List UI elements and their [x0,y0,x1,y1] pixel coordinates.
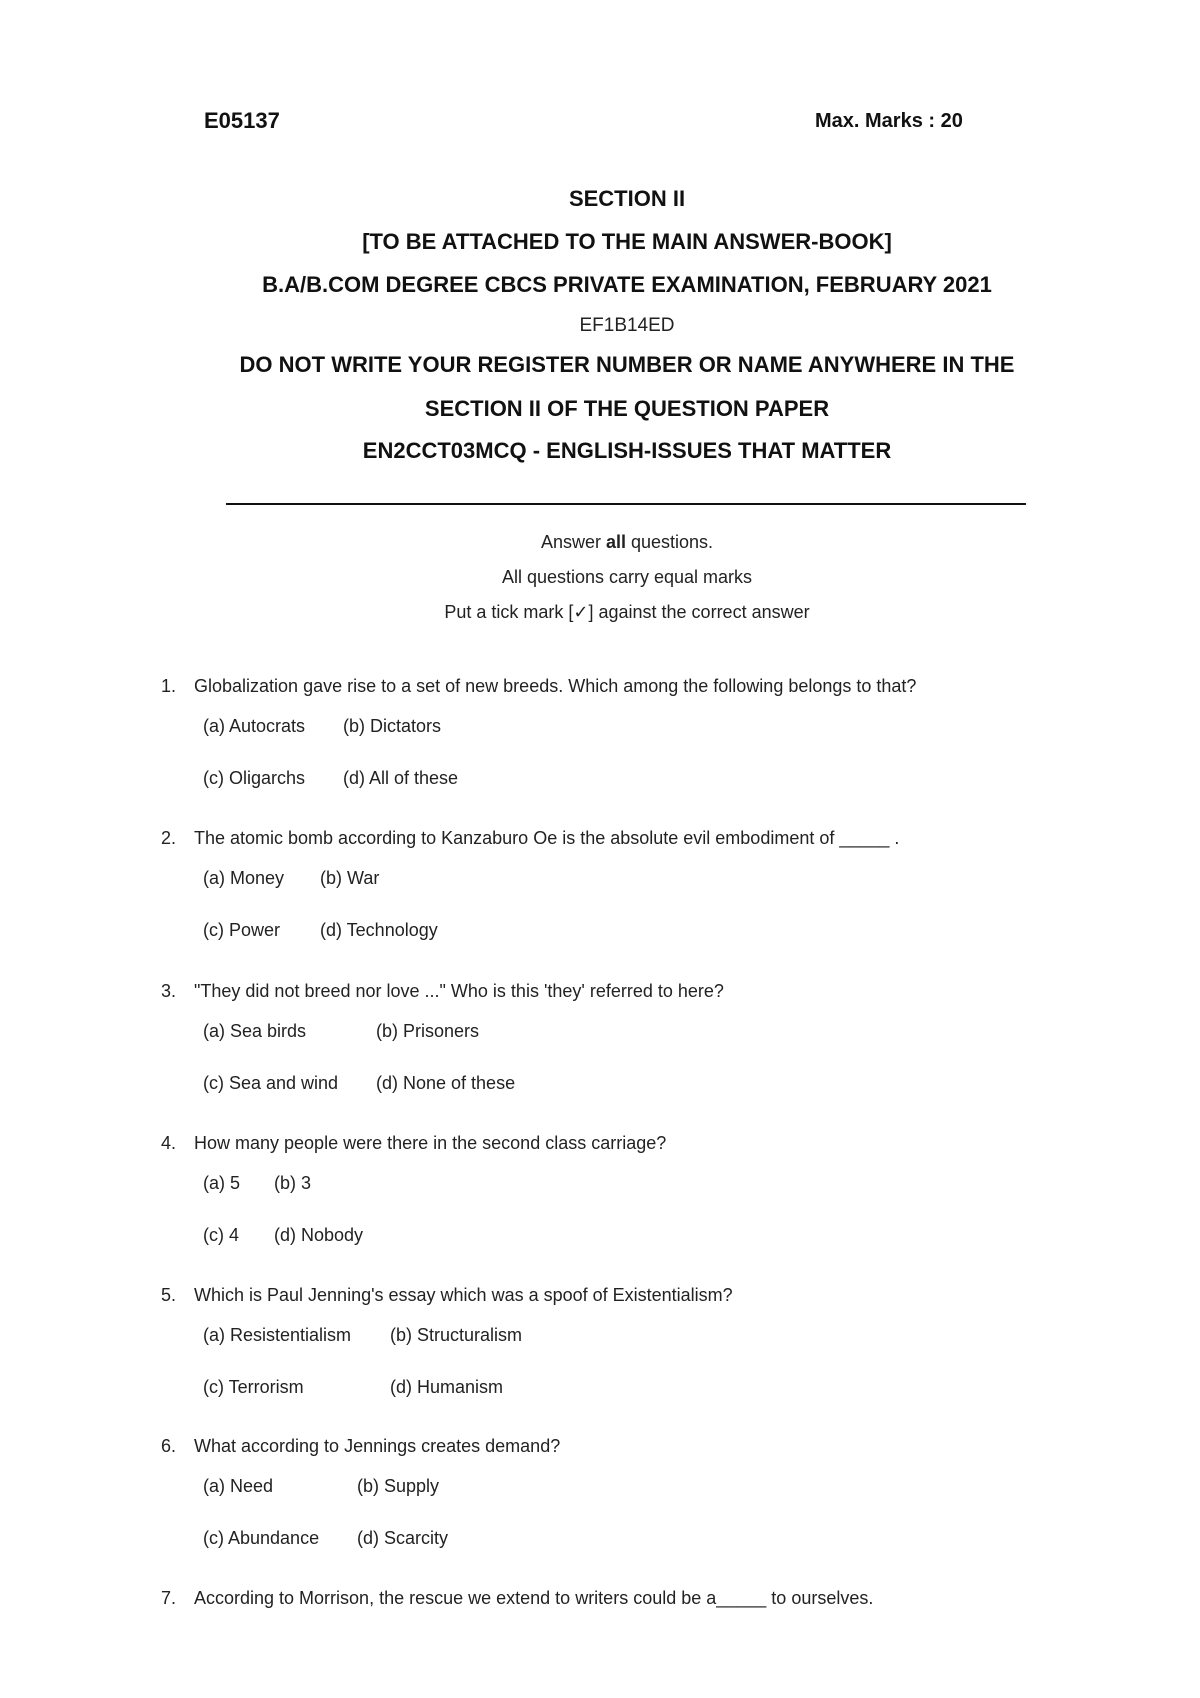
attach-note: [TO BE ATTACHED TO THE MAIN ANSWER-BOOK] [362,229,892,254]
answer-option[interactable]: (a) 5 [203,1173,241,1193]
answer-option[interactable]: (d) Technology [320,920,438,940]
instruction-1-post: questions. [625,532,714,552]
instruction-2: All questions carry equal marks [501,567,753,587]
answer-option[interactable]: (c) Oligarchs [203,768,306,788]
instruction-1-bold: all [605,532,626,552]
answer-option[interactable]: (a) Need [203,1476,274,1496]
answer-option[interactable]: (a) Sea birds [203,1021,307,1041]
answer-option[interactable]: (d) Nobody [274,1225,364,1245]
section-title: SECTION II [568,186,686,211]
paper-code-header: E05137 [204,108,280,133]
question-number: 3. [161,981,177,1001]
instruction-1-pre: Answer [540,532,606,552]
question-text: Globalization gave rise to a set of new breeds. Which among the following belongs to that? [194,676,917,696]
answer-option[interactable]: (a) Autocrats [203,716,306,736]
answer-option[interactable]: (a) Resistentialism [203,1325,352,1345]
question-number: 5. [161,1285,177,1305]
answer-option[interactable]: (b) Prisoners [376,1021,480,1041]
instruction-3: Put a tick mark [✓] against the correct answer [444,602,810,622]
answer-option[interactable]: (b) Dictators [343,716,442,736]
answer-option[interactable]: (c) 4 [203,1225,239,1245]
answer-option[interactable]: (d) Scarcity [357,1528,449,1548]
answer-option[interactable]: (c) Sea and wind [203,1073,339,1093]
question-text: Which is Paul Jenning's essay which was a spoof of Existentialism? [194,1285,733,1305]
question-number: 7. [161,1588,177,1608]
answer-option[interactable]: (b) War [320,868,380,888]
paper-code: EF1B14ED [579,315,675,336]
question-text: "They did not breed nor love ..." Who is this 'they' referred to here? [194,981,724,1001]
answer-option[interactable]: (d) Humanism [390,1377,504,1397]
title-divider [226,503,1026,505]
question-text: The atomic bomb according to Kanzaburo Oe is the absolute evil embodiment of _____ . [194,828,900,848]
question-number: 4. [161,1133,177,1153]
question-text: According to Morrison, the rescue we extend to writers could be a_____ to ourselves. [194,1588,874,1608]
answer-option[interactable]: (a) Money [203,868,285,888]
answer-option[interactable]: (b) 3 [274,1173,312,1193]
answer-option[interactable]: (c) Power [203,920,281,940]
answer-option[interactable]: (d) None of these [376,1073,516,1093]
answer-option[interactable]: (c) Abundance [203,1528,320,1548]
instruction-1 [0,532,1200,553]
answer-option[interactable]: (b) Structuralism [390,1325,523,1345]
answer-option[interactable]: (c) Terrorism [203,1377,304,1397]
warning-line-1: DO NOT WRITE YOUR REGISTER NUMBER OR NAME ANYWHERE IN THE [239,352,1015,377]
max-marks: Max. Marks : 20 [815,110,963,132]
exam-title: B.A/B.COM DEGREE CBCS PRIVATE EXAMINATION, FEBRUARY 2021 [262,272,992,297]
question-text: What according to Jennings creates demand? [194,1436,561,1456]
question-number: 2. [161,828,177,848]
warning-line-2: SECTION II OF THE QUESTION PAPER [424,396,830,421]
question-number: 1. [161,676,177,696]
answer-option[interactable]: (b) Supply [357,1476,440,1496]
question-text: How many people were there in the second class carriage? [194,1133,667,1153]
question-number: 6. [161,1436,177,1456]
answer-option[interactable]: (d) All of these [343,768,459,788]
course-title: EN2CCT03MCQ - ENGLISH-ISSUES THAT MATTER [362,438,892,463]
